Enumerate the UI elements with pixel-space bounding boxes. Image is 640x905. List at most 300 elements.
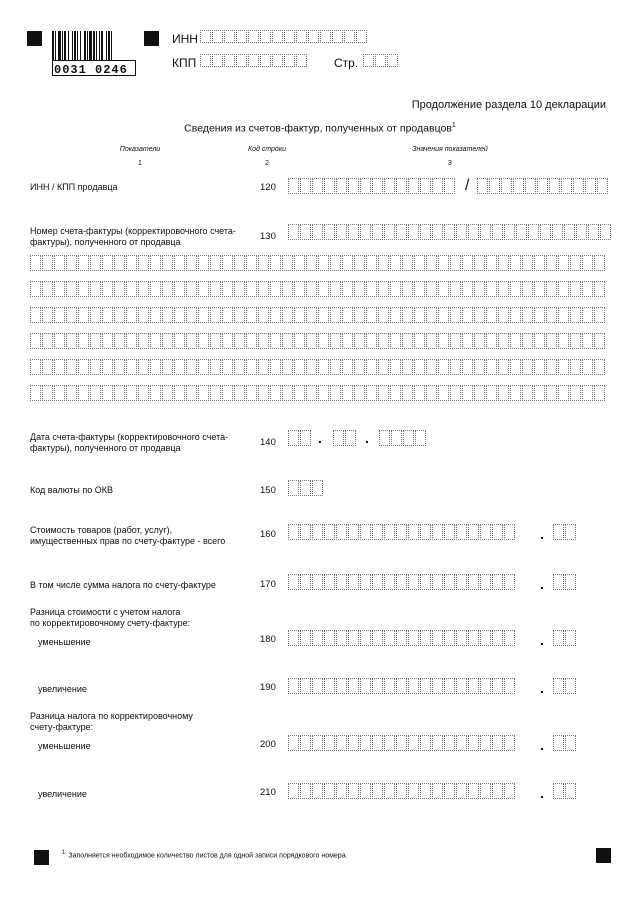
char-cell	[414, 281, 425, 297]
char-cell	[522, 333, 533, 349]
char-cell	[272, 54, 283, 67]
char-cell	[498, 255, 509, 271]
char-cell	[553, 678, 564, 694]
char-cell	[200, 30, 211, 43]
char-cell	[162, 255, 173, 271]
char-cell	[66, 281, 77, 297]
char-cell	[450, 333, 461, 349]
char-cell	[534, 255, 545, 271]
char-cell	[432, 735, 443, 751]
char-cell	[324, 630, 335, 646]
decimal-point-160: .	[540, 526, 544, 542]
char-cell	[444, 735, 455, 751]
char-cell	[294, 307, 305, 323]
char-cell	[138, 359, 149, 375]
footnote-text: Заполняется необходимое количество листов для одной записи порядкового номера.	[68, 852, 348, 860]
char-cell	[126, 385, 137, 401]
char-cell	[402, 307, 413, 323]
char-cell	[366, 307, 377, 323]
char-cell	[210, 359, 221, 375]
char-cell	[270, 281, 281, 297]
char-cell	[432, 678, 443, 694]
char-cell	[468, 630, 479, 646]
char-cell	[378, 255, 389, 271]
char-cell	[553, 735, 564, 751]
column-header-line-code: Код строки	[247, 146, 287, 153]
row-label-line: Дата счета-фактуры (корректировочного счета-	[30, 432, 229, 442]
char-cell	[126, 307, 137, 323]
char-cell	[222, 359, 233, 375]
char-cell	[432, 224, 443, 240]
char-cell	[54, 385, 65, 401]
char-cell	[348, 630, 359, 646]
char-cell	[300, 178, 311, 194]
date-year-field[interactable]	[379, 430, 427, 446]
char-cell	[456, 678, 467, 694]
char-cell	[525, 178, 536, 194]
char-cell	[486, 385, 497, 401]
char-cell	[102, 359, 113, 375]
row-label-seller-inn-kpp	[30, 182, 118, 193]
char-cell	[222, 307, 233, 323]
char-cell	[248, 30, 259, 43]
seller-kpp-field[interactable]	[477, 178, 609, 194]
char-cell	[546, 333, 557, 349]
char-cell	[354, 359, 365, 375]
char-cell	[510, 255, 521, 271]
char-cell	[474, 281, 485, 297]
char-cell	[534, 307, 545, 323]
char-cell	[288, 178, 299, 194]
char-cell	[366, 333, 377, 349]
char-cell	[114, 307, 125, 323]
char-cell	[300, 735, 311, 751]
char-cell	[396, 630, 407, 646]
char-cell	[348, 224, 359, 240]
char-cell	[570, 333, 581, 349]
char-cell	[553, 574, 564, 590]
char-cell	[372, 783, 383, 799]
char-cell	[300, 224, 311, 240]
char-cell	[438, 281, 449, 297]
char-cell	[582, 359, 593, 375]
char-cell	[354, 333, 365, 349]
char-cell	[234, 255, 245, 271]
char-cell	[300, 630, 311, 646]
char-cell	[332, 30, 343, 43]
char-cell	[582, 281, 593, 297]
char-cell	[42, 255, 53, 271]
char-cell	[284, 30, 295, 43]
char-cell	[324, 178, 335, 194]
char-cell	[198, 333, 209, 349]
char-cell	[102, 333, 113, 349]
char-cell	[30, 255, 41, 271]
invoice-number-field-line-4[interactable]	[30, 307, 606, 323]
row-label-line: Код валюты по ОКВ	[30, 485, 114, 495]
char-cell	[210, 281, 221, 297]
char-cell	[492, 524, 503, 540]
char-cell	[474, 359, 485, 375]
char-cell	[573, 178, 584, 194]
char-cell	[510, 359, 521, 375]
char-cell	[282, 281, 293, 297]
char-cell	[414, 255, 425, 271]
char-cell	[288, 783, 299, 799]
char-cell	[210, 333, 221, 349]
char-cell	[186, 385, 197, 401]
char-cell	[330, 333, 341, 349]
char-cell	[324, 224, 335, 240]
char-cell	[390, 333, 401, 349]
char-cell	[138, 281, 149, 297]
char-cell	[552, 224, 563, 240]
value-decrease-integer-field[interactable]	[288, 630, 516, 646]
char-cell	[186, 281, 197, 297]
char-cell	[510, 307, 521, 323]
tax-decrease-fraction-field[interactable]	[553, 735, 577, 751]
corner-marker-top-right	[144, 31, 159, 46]
char-cell	[296, 30, 307, 43]
char-cell	[594, 307, 605, 323]
char-cell	[272, 30, 283, 43]
char-cell	[356, 30, 367, 43]
char-cell	[444, 574, 455, 590]
row-label-invoice-date	[30, 432, 228, 454]
char-cell	[306, 255, 317, 271]
invoice-number-field-line-6[interactable]	[30, 359, 606, 375]
line-code-210: 210	[260, 787, 276, 798]
char-cell	[336, 735, 347, 751]
column-number-1: 1	[138, 160, 142, 167]
char-cell	[504, 735, 515, 751]
char-cell	[390, 385, 401, 401]
char-cell	[570, 281, 581, 297]
char-cell	[432, 783, 443, 799]
char-cell	[450, 359, 461, 375]
char-cell	[150, 333, 161, 349]
char-cell	[114, 255, 125, 271]
char-cell	[30, 307, 41, 323]
char-cell	[498, 281, 509, 297]
row-label-line: увеличение	[38, 684, 87, 694]
char-cell	[30, 385, 41, 401]
char-cell	[354, 281, 365, 297]
char-cell	[480, 524, 491, 540]
section-main-title-text: Сведения из счетов-фактур, полученных от продавцов	[184, 122, 452, 135]
value-decrease-fraction-field[interactable]	[553, 630, 577, 646]
value-increase-integer-field[interactable]	[288, 678, 516, 694]
char-cell	[450, 385, 461, 401]
char-cell	[342, 359, 353, 375]
char-cell	[324, 783, 335, 799]
decimal-point-190: .	[540, 680, 544, 696]
char-cell	[138, 307, 149, 323]
char-cell	[360, 574, 371, 590]
inn-field[interactable]	[200, 30, 368, 43]
char-cell	[456, 630, 467, 646]
inn-label: ИНН	[172, 32, 198, 46]
char-cell	[504, 524, 515, 540]
char-cell	[330, 255, 341, 271]
char-cell	[426, 333, 437, 349]
line-code-170: 170	[260, 579, 276, 590]
char-cell	[330, 307, 341, 323]
char-cell	[492, 735, 503, 751]
char-cell	[246, 333, 257, 349]
invoice-number-field-line-1[interactable]	[288, 224, 612, 240]
char-cell	[282, 359, 293, 375]
char-cell	[553, 783, 564, 799]
char-cell	[282, 385, 293, 401]
char-cell	[186, 359, 197, 375]
char-cell	[114, 333, 125, 349]
char-cell	[372, 735, 383, 751]
invoice-number-field-line-5[interactable]	[30, 333, 606, 349]
tax-increase-integer-field[interactable]	[288, 783, 516, 799]
row-label-value-decrease	[38, 637, 90, 648]
char-cell	[320, 30, 331, 43]
char-cell	[594, 359, 605, 375]
char-cell	[90, 255, 101, 271]
char-cell	[246, 385, 257, 401]
seller-inn-field[interactable]	[288, 178, 456, 194]
char-cell	[324, 678, 335, 694]
goods-value-integer-field[interactable]	[288, 524, 516, 540]
char-cell	[534, 385, 545, 401]
char-cell	[378, 385, 389, 401]
char-cell	[396, 574, 407, 590]
char-cell	[288, 735, 299, 751]
char-cell	[372, 678, 383, 694]
char-cell	[336, 630, 347, 646]
char-cell	[366, 385, 377, 401]
char-cell	[282, 333, 293, 349]
tax-amount-integer-field[interactable]	[288, 574, 516, 590]
footnote-mark: 1	[62, 850, 66, 856]
char-cell	[450, 281, 461, 297]
char-cell	[534, 281, 545, 297]
char-cell	[408, 678, 419, 694]
char-cell	[414, 333, 425, 349]
char-cell	[492, 224, 503, 240]
date-separator-1: .	[318, 430, 322, 446]
char-cell	[438, 385, 449, 401]
char-cell	[474, 333, 485, 349]
char-cell	[260, 54, 271, 67]
char-cell	[78, 307, 89, 323]
char-cell	[336, 783, 347, 799]
invoice-number-field-line-2[interactable]	[30, 255, 606, 271]
value-increase-fraction-field[interactable]	[553, 678, 577, 694]
kpp-field[interactable]	[200, 54, 308, 67]
char-cell	[354, 255, 365, 271]
char-cell	[294, 385, 305, 401]
char-cell	[384, 224, 395, 240]
char-cell	[564, 224, 575, 240]
char-cell	[565, 735, 576, 751]
char-cell	[102, 385, 113, 401]
char-cell	[288, 480, 299, 496]
char-cell	[42, 307, 53, 323]
char-cell	[408, 178, 419, 194]
char-cell	[345, 430, 356, 446]
char-cell	[138, 333, 149, 349]
char-cell	[396, 224, 407, 240]
char-cell	[553, 524, 564, 540]
char-cell	[384, 630, 395, 646]
char-cell	[565, 783, 576, 799]
char-cell	[234, 307, 245, 323]
char-cell	[348, 178, 359, 194]
char-cell	[234, 281, 245, 297]
column-header-values: Значения показателей	[412, 146, 488, 153]
char-cell	[522, 385, 533, 401]
line-code-120: 120	[260, 182, 276, 193]
char-cell	[600, 224, 611, 240]
char-cell	[504, 574, 515, 590]
char-cell	[390, 255, 401, 271]
char-cell	[444, 783, 455, 799]
char-cell	[324, 574, 335, 590]
char-cell	[462, 255, 473, 271]
char-cell	[408, 630, 419, 646]
char-cell	[102, 307, 113, 323]
char-cell	[150, 255, 161, 271]
char-cell	[565, 678, 576, 694]
char-cell	[54, 333, 65, 349]
row-label-value-increase	[38, 684, 87, 695]
char-cell	[78, 281, 89, 297]
char-cell	[480, 224, 491, 240]
char-cell	[528, 224, 539, 240]
char-cell	[534, 333, 545, 349]
invoice-number-field-line-7[interactable]	[30, 385, 606, 401]
char-cell	[258, 307, 269, 323]
char-cell	[408, 574, 419, 590]
currency-code-field[interactable]	[288, 480, 324, 496]
char-cell	[462, 385, 473, 401]
char-cell	[408, 224, 419, 240]
char-cell	[378, 307, 389, 323]
char-cell	[468, 678, 479, 694]
char-cell	[288, 224, 299, 240]
char-cell	[78, 333, 89, 349]
char-cell	[510, 281, 521, 297]
row-label-line: увеличение	[38, 789, 87, 799]
char-cell	[565, 574, 576, 590]
row-label-line: В том числе сумма налога по счету-фактуре	[30, 580, 216, 590]
date-day-field[interactable]	[288, 430, 312, 446]
char-cell	[462, 359, 473, 375]
char-cell	[379, 430, 390, 446]
char-cell	[66, 255, 77, 271]
title-footnote-mark: 1	[451, 122, 456, 129]
char-cell	[282, 307, 293, 323]
char-cell	[391, 430, 402, 446]
tax-increase-fraction-field[interactable]	[553, 783, 577, 799]
char-cell	[450, 255, 461, 271]
char-cell	[390, 281, 401, 297]
char-cell	[198, 385, 209, 401]
char-cell	[318, 281, 329, 297]
char-cell	[318, 359, 329, 375]
char-cell	[396, 783, 407, 799]
char-cell	[522, 307, 533, 323]
char-cell	[402, 385, 413, 401]
invoice-number-field-line-3[interactable]	[30, 281, 606, 297]
char-cell	[570, 385, 581, 401]
char-cell	[162, 281, 173, 297]
char-cell	[553, 630, 564, 646]
goods-value-fraction-field[interactable]	[553, 524, 577, 540]
char-cell	[126, 255, 137, 271]
char-cell	[444, 224, 455, 240]
line-code-190: 190	[260, 682, 276, 693]
char-cell	[330, 281, 341, 297]
char-cell	[375, 54, 386, 67]
row-label-line: Разница стоимости с учетом налога	[30, 607, 181, 617]
char-cell	[258, 385, 269, 401]
char-cell	[486, 281, 497, 297]
char-cell	[432, 178, 443, 194]
char-cell	[162, 385, 173, 401]
char-cell	[336, 178, 347, 194]
char-cell	[138, 255, 149, 271]
char-cell	[396, 735, 407, 751]
char-cell	[438, 255, 449, 271]
char-cell	[510, 385, 521, 401]
date-month-field[interactable]	[333, 430, 357, 446]
char-cell	[138, 385, 149, 401]
char-cell	[354, 385, 365, 401]
char-cell	[174, 281, 185, 297]
char-cell	[492, 678, 503, 694]
char-cell	[294, 333, 305, 349]
row-label-line: имущественных прав по счету-фактуре - всего	[30, 536, 226, 546]
char-cell	[312, 574, 323, 590]
char-cell	[348, 678, 359, 694]
char-cell	[480, 783, 491, 799]
char-cell	[342, 333, 353, 349]
row-label-tax-amount	[30, 580, 216, 591]
row-label-line: Разница налога по корректировочному	[30, 711, 193, 721]
line-code-140: 140	[260, 437, 276, 448]
char-cell	[549, 178, 560, 194]
tax-amount-fraction-field[interactable]	[553, 574, 577, 590]
row-label-line: Номер счета-фактуры (корректировочного счета-	[30, 226, 236, 236]
char-cell	[597, 178, 608, 194]
char-cell	[540, 224, 551, 240]
page-field[interactable]	[363, 54, 399, 67]
char-cell	[582, 385, 593, 401]
char-cell	[288, 430, 299, 446]
date-separator-2: .	[365, 430, 369, 446]
char-cell	[224, 54, 235, 67]
tax-decrease-integer-field[interactable]	[288, 735, 516, 751]
char-cell	[384, 783, 395, 799]
row-label-line: Стоимость товаров (работ, услуг),	[30, 525, 173, 535]
line-code-150: 150	[260, 485, 276, 496]
char-cell	[258, 333, 269, 349]
char-cell	[546, 307, 557, 323]
char-cell	[246, 307, 257, 323]
char-cell	[489, 178, 500, 194]
char-cell	[420, 783, 431, 799]
char-cell	[288, 574, 299, 590]
char-cell	[300, 430, 311, 446]
footnote	[62, 850, 348, 859]
